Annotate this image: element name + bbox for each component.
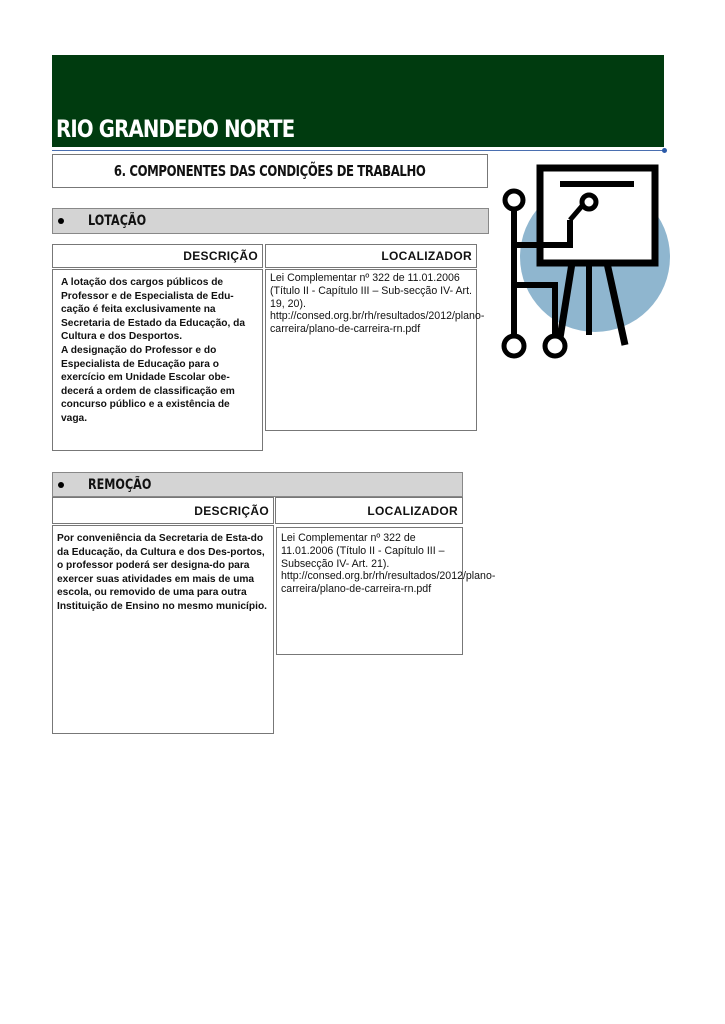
- remocao-bar: [52, 472, 463, 497]
- remocao-localizador-header: LOCALIZADOR: [275, 497, 463, 524]
- remocao-descricao-header: DESCRIÇÃO: [52, 497, 274, 524]
- lotacao-descricao-paragraph-2: A designação do Professor e do Especialista de Educação para o exercício em Unidade Escolar obe-decerá a ordem de classificação em concurso público e a existência de vaga.: [61, 344, 235, 424]
- bullet-icon: [58, 482, 64, 488]
- lotacao-localizador-cell: Lei Complementar nº 322 de 11.01.2006 (Título II - Capítulo III – Sub-secção IV- Art. 19, 20). http://consed.org.br/rh/resultados/2012/plano-carreira/plano-de-carreira-rn.pdf: [265, 269, 477, 431]
- state-title: RIO GRANDEDO NORTE: [56, 115, 295, 143]
- section-title: 6. COMPONENTES DAS CONDIÇÕES DE TRABALHO: [114, 162, 426, 180]
- lotacao-descricao-header: DESCRIÇÃO: [52, 244, 263, 268]
- remocao-label: REMOÇÃO: [88, 476, 152, 493]
- banner-underline: [52, 150, 664, 151]
- lotacao-descricao-paragraph-1: A lotação dos cargos públicos de Professor e de Especialista de Edu-cação é feita exclusivamente na Secretaria de Estado da Educação, da Cultura e dos Desportos.: [61, 277, 246, 343]
- remocao-localizador-cell: Lei Complementar nº 322 de 11.01.2006 (Título II - Capítulo III – Subsecção IV- Art. 21). http://consed.org.br/rh/resultados/2012/plano-carreira/plano-de-carreira-rn.pdf: [276, 527, 463, 655]
- lotacao-descricao-cell: [52, 269, 263, 451]
- presentation-easel-icon: [497, 160, 672, 365]
- lotacao-localizador-header: LOCALIZADOR: [265, 244, 477, 268]
- section-heading: [52, 154, 488, 188]
- banner-underline-dot: [662, 148, 667, 153]
- lotacao-label: LOTAÇÃO: [88, 213, 147, 229]
- bullet-icon: [58, 218, 64, 224]
- lotacao-bar: [52, 208, 489, 234]
- title-banner: [52, 55, 664, 147]
- remocao-descricao-cell: Por conveniência da Secretaria de Esta-do da Educação, da Cultura e dos Des-portos, o professor poderá ser designa-do para exercer suas atividades em mais de uma escola, ou removido de uma para outra Instituição de Ensino no mesmo município.: [52, 525, 274, 734]
